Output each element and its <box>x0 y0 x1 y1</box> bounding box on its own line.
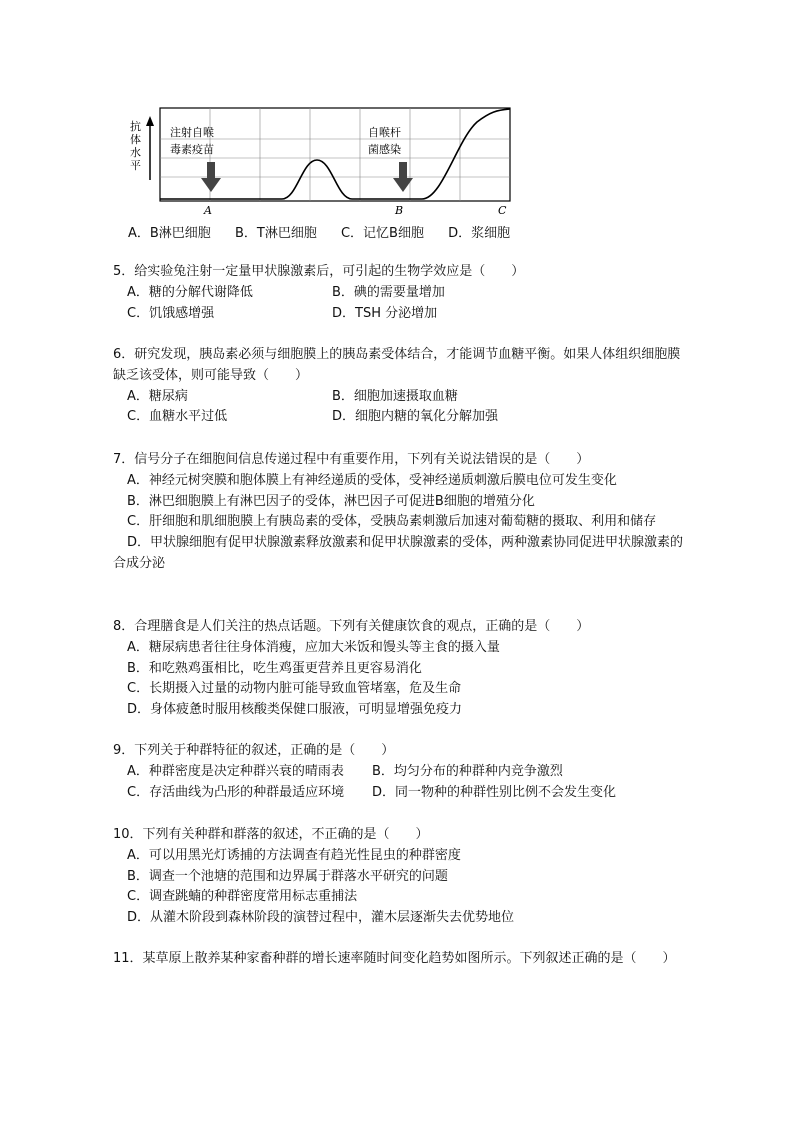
question-stem: 10．下列有关种群和群落的叙述，不正确的是（ ） <box>113 827 429 842</box>
option-b: B．淋巴细胞膜上有淋巴因子的受体，淋巴因子可促进B细胞的增殖分化 <box>127 493 535 509</box>
option-a: A．糖尿病患者往往身体消瘦，应加大米饭和馒头等主食的摄入量 <box>127 639 500 655</box>
option-d: D．身体疲惫时服用核酸类保健口服液，可明显增强免疫力 <box>127 702 463 718</box>
question-stem: 8．合理膳食是人们关注的热点话题。下列有关健康饮食的观点，正确的是（ ） <box>113 619 590 634</box>
q4-option-a: A．B淋巴细胞 <box>128 226 211 241</box>
option-a: A．糖尿病 <box>127 388 188 404</box>
question-stem: 9．下列关于种群特征的叙述，正确的是（ ） <box>113 743 395 758</box>
question-stem: 6．研究发现，胰岛素必须与细胞膜上的胰岛素受体结合，才能调节血糖平衡。如果人体组织细胞膜缺乏该受体，则可能导致（ ） <box>113 347 681 383</box>
question-stem: 5．给实验兔注射一定量甲状腺激素后，可引起的生物学效应是（ ） <box>113 264 525 279</box>
option-d: D．细胞内糖的氧化分解加强 <box>332 409 499 425</box>
question-7 <box>113 450 693 575</box>
q4-options <box>128 222 530 241</box>
option-d: D．从灌木阶段到森林阶段的演替过程中，灌木层逐渐失去优势地位 <box>127 910 515 926</box>
option-c <box>113 512 693 533</box>
y-axis-arrowhead <box>146 116 154 126</box>
option-c: C．调查跳蝻的种群密度常用标志重捕法 <box>127 889 358 905</box>
x-label-b: B <box>395 204 404 217</box>
q4-option-b: B．T淋巴细胞 <box>234 226 317 241</box>
question-stem: 11．某草原上散养某种家畜种群的增长速率随时间变化趋势如图所示。下列叙述正确的是（ ） <box>113 951 676 966</box>
question-10 <box>113 825 693 929</box>
x-label-c: C <box>498 204 507 217</box>
option-d-text: D．甲状腺细胞有促甲状腺激素释放激素和促甲状腺激素的受体，两种激素协同促进甲状腺激素的合成分泌 <box>113 535 684 571</box>
option-c: C．饥饿感增强 <box>127 305 215 321</box>
question-5 <box>113 262 693 324</box>
option-d: D．TSH 分泌增加 <box>332 305 438 321</box>
option-b: B．碘的需要量增加 <box>332 284 445 300</box>
option-c: C．血糖水平过低 <box>127 409 228 425</box>
option-c-text: C．肝细胞和肌细胞膜上有胰岛素的受体，受胰岛素刺激后加速对葡萄糖的摄取、利用和储存 <box>127 514 657 530</box>
option-d: D．同一物种的种群性别比例不会发生变化 <box>372 784 617 800</box>
annotation-a-line2: 毒素疫苗 <box>170 143 214 156</box>
option-c: C．长期摄入过量的动物内脏可能导致血管堵塞，危及生命 <box>127 681 462 697</box>
option-a: A．糖的分解代谢降低 <box>127 284 253 300</box>
annotation-a-line1: 注射自喉 <box>170 126 214 139</box>
option-c: C．存活曲线为凸形的种群最适应环境 <box>127 784 345 800</box>
option-b: B．调查一个池塘的范围和边界属于群落水平研究的问题 <box>127 868 448 884</box>
annotation-b-line1: 自喉杆 <box>368 126 401 139</box>
option-a: A．可以用黑光灯诱捕的方法调查有趋光性昆虫的种群密度 <box>127 847 461 863</box>
question-stem: 7．信号分子在细胞间信息传递过程中有重要作用，下列有关说法错误的是（ ） <box>113 452 590 467</box>
option-d <box>113 533 693 575</box>
x-label-a: A <box>204 204 212 217</box>
antibody-chart <box>112 100 522 220</box>
option-b: B．和吃熟鸡蛋相比，吃生鸡蛋更营养且更容易消化 <box>127 660 422 676</box>
q4-option-c: C．记忆B细胞 <box>340 226 424 241</box>
question-6 <box>113 345 693 428</box>
annotation-b-line2: 菌感染 <box>368 143 401 156</box>
question-8 <box>113 617 693 721</box>
option-a: A．神经元树突膜和胞体膜上有神经递质的受体，受神经递质刺激后膜电位可发生变化 <box>127 472 617 488</box>
option-a: A．种群密度是决定种群兴衰的晴雨表 <box>127 763 344 779</box>
question-9 <box>113 741 693 803</box>
arrow-a-head <box>201 178 221 192</box>
option-b: B．均匀分布的种群种内竞争激烈 <box>372 763 563 779</box>
q4-option-d: D．浆细胞 <box>448 226 511 241</box>
y-axis-label-1: 抗体水平 <box>130 120 141 172</box>
arrow-b-shaft <box>399 162 407 178</box>
question-11 <box>113 949 693 970</box>
antibody-level-figure <box>112 100 522 220</box>
arrow-a-shaft <box>207 162 215 178</box>
option-b: B．细胞加速摄取血糖 <box>332 388 458 404</box>
